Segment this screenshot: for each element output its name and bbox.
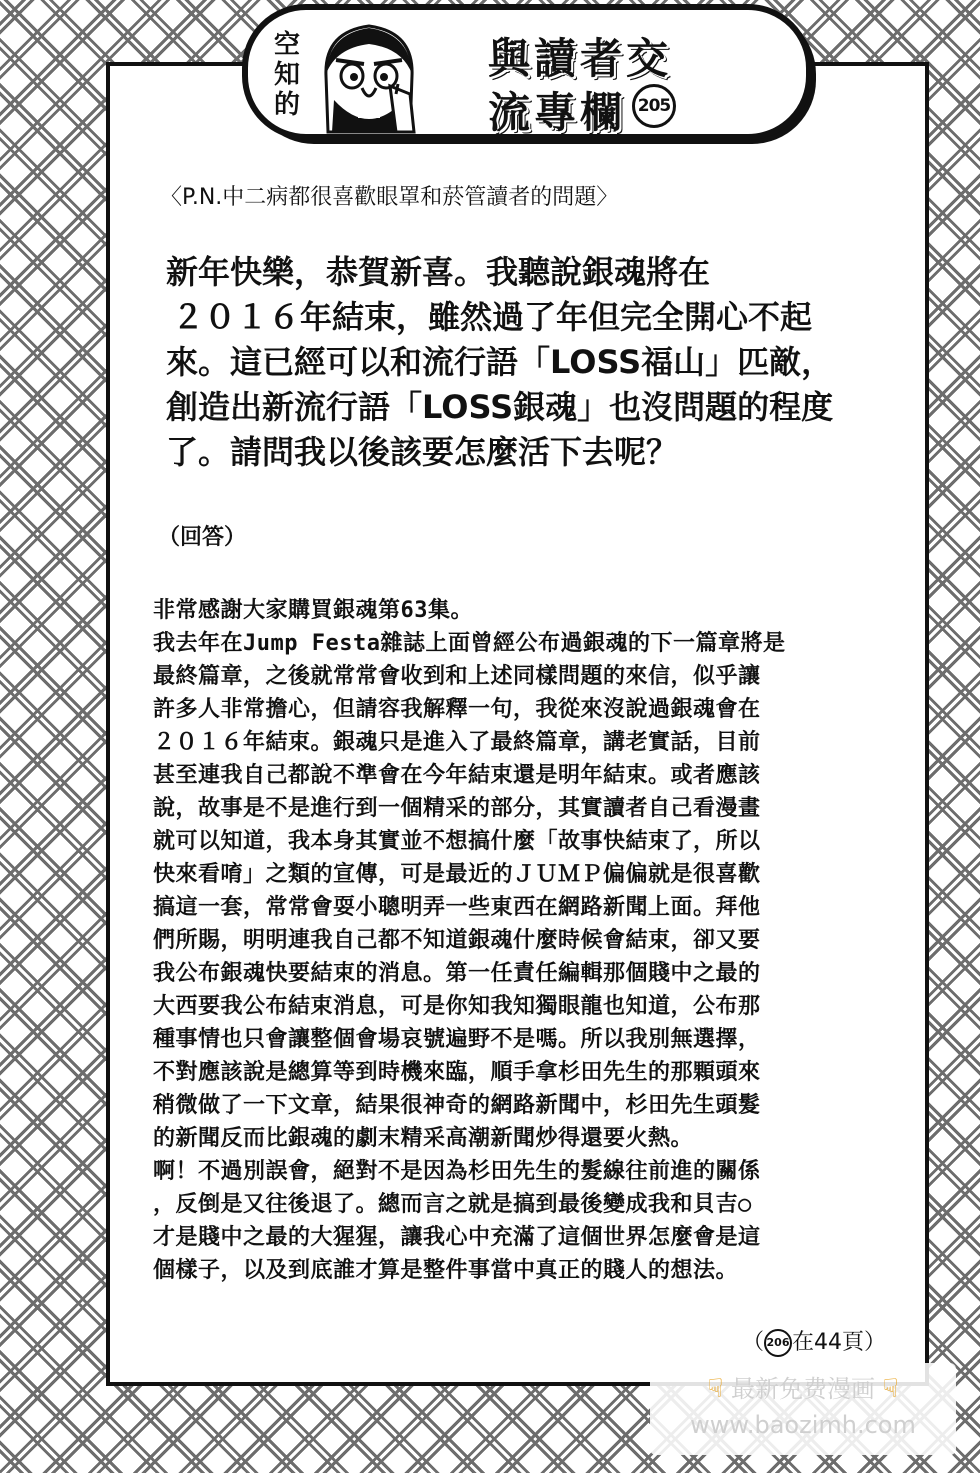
answer-line: 我去年在Jump Festa雜誌上面曾經公布過銀魂的下一篇章將是 xyxy=(153,631,786,656)
question-line: 創造出新流行語「LOSS銀魂」也沒問題的程度 xyxy=(166,388,834,426)
answer-line: 們所賜，明明連我自己都不知道銀魂什麼時候會結束，卻又要 xyxy=(153,928,761,953)
answer-line: 的新聞反而比銀魂的劇末精采高潮新聞炒得還要火熱。 xyxy=(153,1126,694,1151)
answer-line: ２０１６年結束。銀魂只是進入了最終篇章，講老實話，目前 xyxy=(153,730,761,755)
watermark-line-1: 最新免费漫画 xyxy=(731,1375,875,1403)
answer-line: ，反倒是又往後退了。總而言之就是搞到最後變成我和貝吉○ xyxy=(153,1192,752,1217)
answer-line: 就可以知道，我本身其實並不想搞什麼「故事快結束了，所以 xyxy=(153,829,761,854)
answer-line: 快來看唷」之類的宣傳，可是最近的ＪＵＭＰ偏偏就是很喜歡 xyxy=(153,862,761,887)
continuation-open-paren: （ xyxy=(742,1330,765,1355)
question-body xyxy=(166,250,906,475)
answer-line: 個樣子，以及到底誰才算是整件事當中真正的賤人的想法。 xyxy=(153,1258,739,1283)
answer-line: 大西要我公布結束消息，可是你知我知獨眼龍也知道，公布那 xyxy=(153,994,761,1019)
author-label-char: 空 xyxy=(273,30,300,60)
answer-line: 稍微做了一下文章，結果很神奇的網路新聞中，杉田先生頭髮 xyxy=(153,1093,761,1118)
pointing-hand-icon: ☟ xyxy=(882,1374,899,1404)
column-title-line-2: 流專欄 xyxy=(488,88,627,137)
question-line: 來。這已經可以和流行語「LOSS福山」匹敵， xyxy=(166,343,834,381)
answer-line: 說，故事是不是進行到一個精采的部分，其實讀者自己看漫畫 xyxy=(153,796,761,821)
answer-line: 不對應該說是總算等到時機來臨，順手拿杉田先生的那顆頭來 xyxy=(153,1060,761,1085)
continuation-close-paren: ） xyxy=(864,1330,887,1355)
answer-body xyxy=(153,594,901,1287)
continuation-note xyxy=(742,1325,886,1357)
answer-line: 我公布銀魂快要結束的消息。第一任責任編輯那個賤中之最的 xyxy=(153,961,761,986)
answer-line: 最終篇章，之後就常常會收到和上述同樣問題的來信，似乎讓 xyxy=(153,664,761,689)
author-label-char: 的 xyxy=(273,90,300,120)
answer-heading: （回答） xyxy=(158,525,247,550)
answer-line: 甚至連我自己都說不準會在今年結束還是明年結束。或者應該 xyxy=(153,763,761,788)
answer-line: 非常感謝大家購買銀魂第63集。 xyxy=(153,598,473,623)
question-line: ２０１６年結束，雖然過了年但完全開心不起 xyxy=(172,298,813,336)
question-line: 新年快樂，恭賀新喜。我聽說銀魂將在 xyxy=(166,253,711,291)
answer-line: 搞這一套，常常會耍小聰明弄一些東西在網路新聞上面。拜他 xyxy=(153,895,761,920)
issue-number-badge: 205 xyxy=(632,84,676,128)
author-label-char: 知 xyxy=(273,60,300,90)
question-source: 〈P.N.中二病都很喜歡眼罩和菸管讀者的問題〉 xyxy=(160,185,619,210)
answer-line: 種事情也只會讓整個會場哀號遍野不是嗎。所以我別無選擇， xyxy=(153,1027,761,1052)
answer-line: 許多人非常擔心，但請容我解釋一句，我從來沒說過銀魂會在 xyxy=(153,697,761,722)
continuation-text: 在44頁 xyxy=(792,1330,865,1355)
column-title-line-1: 與讀者交 xyxy=(488,34,673,83)
answer-line: 啊！不過別誤會，絕對不是因為杉田先生的髮線往前進的關係 xyxy=(153,1159,761,1184)
watermark-line-2: www.baozimh.com xyxy=(690,1411,916,1439)
site-watermark xyxy=(650,1363,956,1455)
author-face-illustration xyxy=(306,14,432,138)
author-label xyxy=(270,30,304,120)
pointing-hand-icon: ☟ xyxy=(707,1374,724,1404)
answer-line: 才是賤中之最的大猩猩，讓我心中充滿了這個世界怎麼會是這 xyxy=(153,1225,761,1250)
question-line: 了。請問我以後該要怎麼活下去呢？ xyxy=(166,433,679,471)
continuation-issue-badge: 206 xyxy=(764,1329,792,1357)
